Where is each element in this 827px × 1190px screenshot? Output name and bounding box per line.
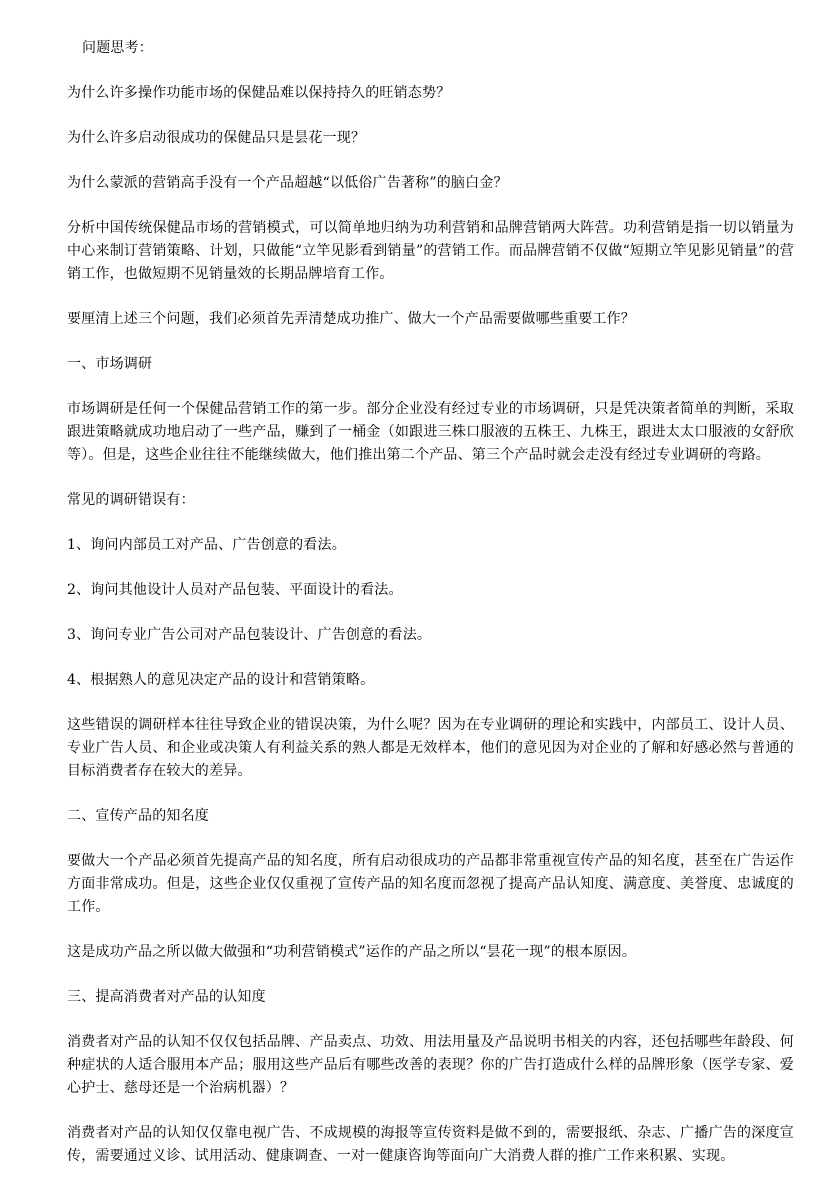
section-heading-market-research: 一、市场调研 (67, 356, 153, 372)
question-1: 为什么许多操作功能市场的保健品难以保持持久的旺销态势？ (67, 85, 451, 101)
error-item-3: 3、询问专业广告公司对产品包装设计、广告创意的看法。 (67, 627, 432, 643)
question-3: 为什么蒙派的营销高手没有一个产品超越“以低俗广告著称”的脑白金？ (67, 175, 508, 191)
section-heading-cognition: 三、提高消费者对产品的认知度 (67, 989, 266, 1005)
errors-explanation-paragraph: 这些错误的调研样本往往导致企业的错误决策，为什么呢？因为在专业调研的理论和实践中，内部员工、设计人员、专业广告人员、和企业或决策人有利益关系的熟人都是无效样本，他们的意见因为对企业的了解和好感必然与普通的目标消费者存在较大的差异。 (67, 717, 794, 779)
question-2: 为什么许多启动很成功的保健品只是昙花一现？ (67, 130, 366, 146)
error-item-4: 4、根据熟人的意见决定产品的设计和营销策略。 (67, 672, 375, 688)
error-item-2: 2、询问其他设计人员对产品包装、平面设计的看法。 (67, 582, 403, 598)
clarify-paragraph: 要厘清上述三个问题，我们必须首先弄清楚成功推广、做大一个产品需要做哪些重要工作？ (67, 311, 635, 327)
common-errors-heading: 常见的调研错误有： (67, 492, 195, 508)
awareness-paragraph: 要做大一个产品必须首先提高产品的知名度，所有启动很成功的产品都非常重视宣传产品的知名度，甚至在广告运作方面非常成功。但是，这些企业仅仅重视了宣传产品的知名度而忽视了提高产品认知度、满意度、美誉度、忠诚度的工作。 (67, 853, 794, 915)
error-item-1: 1、询问内部员工对产品、广告创意的看法。 (67, 537, 346, 553)
analysis-paragraph: 分析中国传统保健品市场的营销模式，可以简单地归纳为功利营销和品牌营销两大阵营。功利营销是指一切以销量为中心来制订营销策略、计划，只做能“立竿见影看到销量”的营销工作。而品牌营销不仅做“短期立竿见影见销量”的营销工作，也做短期不见销量效的长期品牌培育工作。 (67, 220, 794, 282)
section-heading-awareness: 二、宣传产品的知名度 (67, 808, 209, 824)
cognition-paragraph: 消费者对产品的认知不仅仅包括品牌、产品卖点、功效、用法用量及产品说明书相关的内容，还包括哪些年龄段、何种症状的人适合服用本产品；服用这些产品后有哪些改善的表现？你的广告打造成什么样的品牌形象（医学专家、爱心护士、慈母还是一个治病机器）？ (67, 1034, 794, 1096)
document-body (67, 37, 794, 1190)
cognition-media-paragraph: 消费者对产品的认知仅仅靠电视广告、不成规模的海报等宣传资料是做不到的，需要报纸、杂志、广播广告的深度宣传，需要通过义诊、试用活动、健康调查、一对一健康咨询等面向广大消费人群的推广工作来积累、实现。 (67, 1125, 794, 1164)
market-research-paragraph: 市场调研是任何一个保健品营销工作的第一步。部分企业没有经过专业的市场调研，只是凭决策者简单的判断，采取跟进策略就成功地启动了一些产品，赚到了一桶金（如跟进三株口服液的五株王、九株王，跟进太太口服液的女舒欣等）。但是，这些企业往往不能继续做大，他们推出第二个产品、第三个产品时就会走没有经过专业调研的弯路。 (67, 401, 794, 463)
questions-heading: 问题思考： (82, 40, 153, 56)
root-cause-paragraph: 这是成功产品之所以做大做强和“功利营销模式”运作的产品之所以“昙花一现”的根本原因。 (67, 944, 637, 960)
